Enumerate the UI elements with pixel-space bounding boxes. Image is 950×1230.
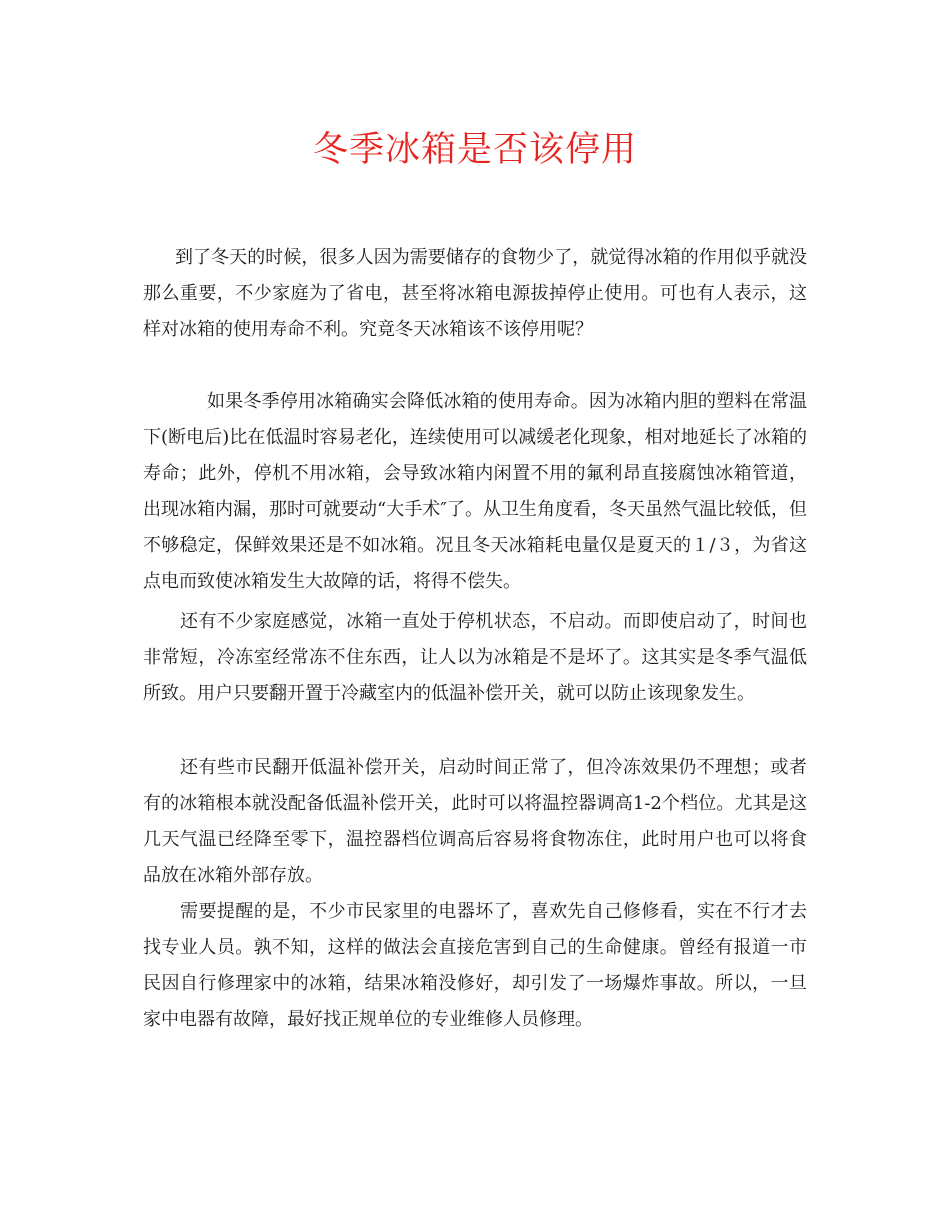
- paragraph-low-temp-switch: 还有不少家庭感觉，冰箱一直处于停机状态，不启动。而即使启动了，时间也非常短，冷冻室经常冻不住东西，让人以为冰箱是不是坏了。这其实是冬季气温低所致。用户只要翻开置于冷藏室内的低温补偿开关，就可以防止该现象发生。: [143, 611, 807, 704]
- document-title: 冬季冰箱是否该停用: [312, 130, 637, 170]
- paragraph-lifespan: 如果冬季停用冰箱确实会降低冰箱的使用寿命。因为冰箱内胆的塑料在常温下(断电后)比在低温时容易老化，连续使用可以减缓老化现象，相对地延长了冰箱的寿命；此外，停机不用冰箱，会导致冰箱内闲置不用的氟利昂直接腐蚀冰箱管道，出现冰箱内漏，那时可就要动“大手术″了。从卫生角度看，冬天虽然气温比较低，但不够稳定，保鲜效果还是不如冰箱。况且冬天冰箱耗电量仅是夏天的１/３，为省这点电而致使冰箱发生大故障的话，将得不偿失。: [143, 391, 807, 592]
- paragraph-thermostat: 还有些市民翻开低温补偿开关，启动时间正常了，但冷冻效果仍不理想；或者有的冰箱根本就没配备低温补偿开关，此时可以将温控器调高1-2个档位。尤其是这几天气温已经降至零下，温控器档位调高后容易将食物冻住，此时用户也可以将食品放在冰箱外部存放。: [143, 757, 807, 886]
- paragraph-intro: 到了冬天的时候，很多人因为需要储存的食物少了，就觉得冰箱的作用似乎就没那么重要，不少家庭为了省电，甚至将冰箱电源拔掉停止使用。可也有人表示，这样对冰箱的使用寿命不利。究竟冬天冰箱该不该停用呢？: [143, 247, 807, 340]
- paragraph-safety-reminder: 需要提醒的是，不少市民家里的电器坏了，喜欢先自己修修看，实在不行才去找专业人员。孰不知，这样的做法会直接危害到自己的生命健康。曾经有报道一市民因自行修理家中的冰箱，结果冰箱没修好，却引发了一场爆炸事故。所以，一旦家中电器有故障，最好找正规单位的专业维修人员修理。: [143, 901, 807, 1030]
